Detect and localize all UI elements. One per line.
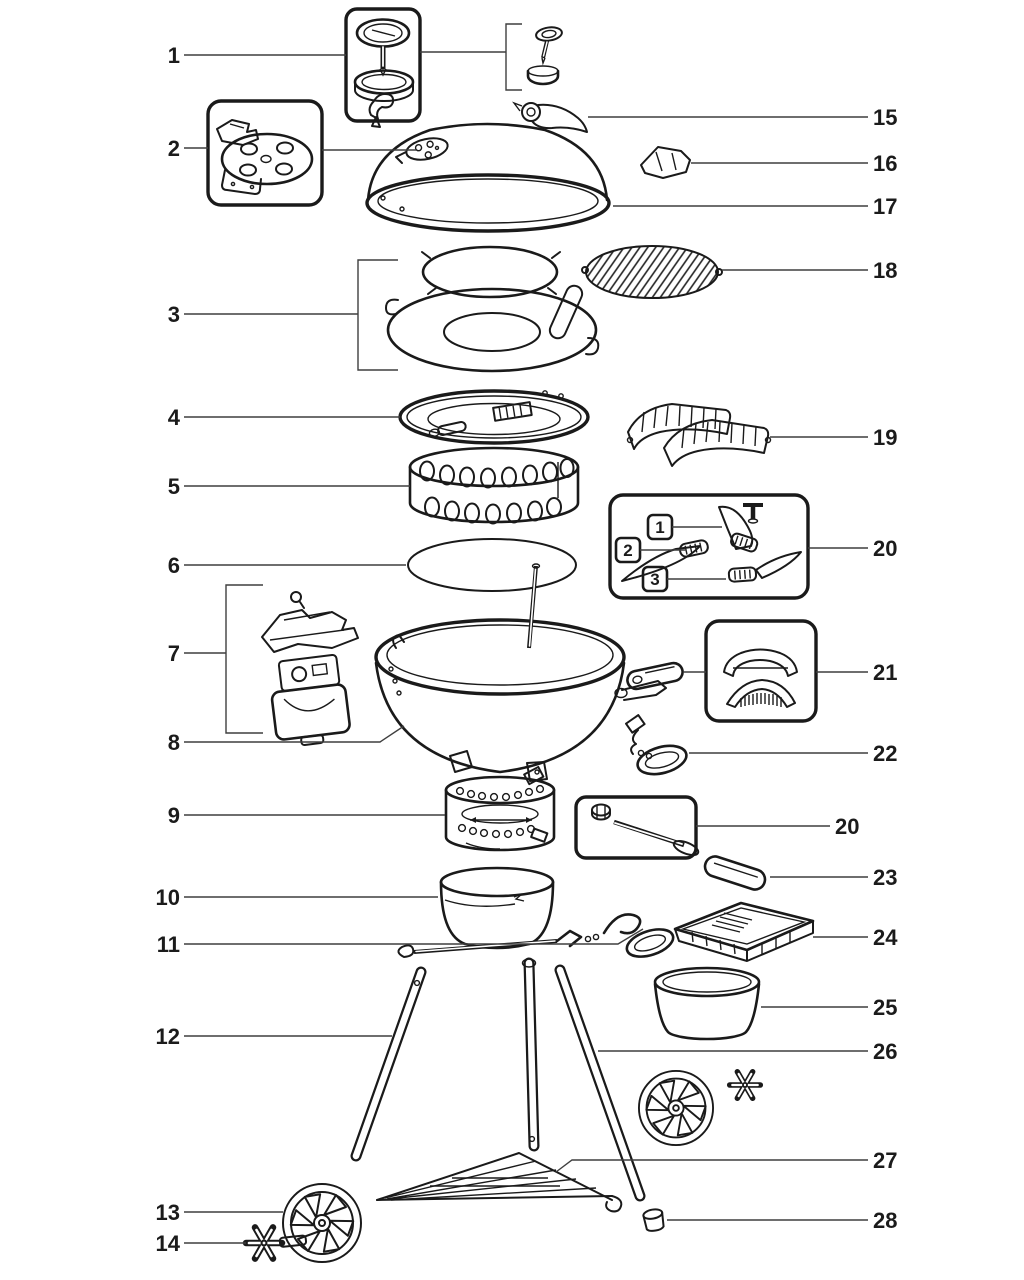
callout-label-6: 6 <box>167 553 180 578</box>
charcoal-ring <box>410 448 578 524</box>
callout-label-21: 21 <box>873 660 898 685</box>
ash-catcher-bowl <box>441 868 553 948</box>
ash-ring-assembly <box>446 767 554 850</box>
callout-label-27: 27 <box>873 1148 898 1173</box>
igniter-assembly <box>262 592 358 748</box>
kit-tag-3: 3 <box>650 570 660 589</box>
callout-label-3: 3 <box>167 302 180 327</box>
callout-label-12: 12 <box>155 1024 180 1049</box>
vented-ring-plate <box>400 391 588 443</box>
leg-cap <box>643 1208 665 1232</box>
tool-grip <box>702 854 767 892</box>
handle-kit <box>626 621 816 721</box>
callout-label-11: 11 <box>156 932 180 957</box>
callout-label-13: 13 <box>155 1200 180 1225</box>
callout-label-9: 9 <box>167 803 180 828</box>
bucket <box>655 968 759 1039</box>
igniter-wire <box>626 715 690 779</box>
callout-label-4: 4 <box>167 405 180 430</box>
ash-pan <box>675 903 813 961</box>
charcoal-grate <box>408 539 576 591</box>
wheel-left <box>283 1184 361 1262</box>
callout-label-2: 2 <box>167 136 180 161</box>
char-baskets <box>628 404 771 466</box>
callout-label-19: 19 <box>873 425 898 450</box>
callout-label-28: 28 <box>873 1208 898 1233</box>
callout-label-17: 17 <box>873 194 898 219</box>
lid <box>367 124 609 231</box>
handle-bracket <box>641 147 690 178</box>
callout-label-5: 5 <box>167 474 180 499</box>
callout-label-8: 8 <box>167 730 180 755</box>
ash-tool-kit-box <box>576 797 700 858</box>
callout-label-20b: 20 <box>835 814 860 839</box>
callout-label-20: 20 <box>873 536 898 561</box>
callout-label-1: 1 <box>167 43 180 68</box>
kit-tag-2: 2 <box>623 541 633 560</box>
callout-label-25: 25 <box>873 995 898 1020</box>
axle-clip-right <box>730 1072 761 1099</box>
damper-hardware-kit-box <box>610 495 808 598</box>
callout-label-18: 18 <box>873 258 898 283</box>
lid-damper-kit-box <box>208 101 322 205</box>
callout-label-22: 22 <box>873 741 898 766</box>
callout-label-7: 7 <box>167 641 180 666</box>
callout-label-23: 23 <box>873 865 898 890</box>
thermometer-grommet-pieces <box>420 24 563 90</box>
cooking-grate-set <box>386 247 598 371</box>
callout-label-14: 14 <box>155 1231 180 1256</box>
bottom-wire-rack <box>377 1153 621 1211</box>
kit-tag-1: 1 <box>655 518 665 537</box>
wheel-right <box>639 1071 713 1145</box>
callout-label-16: 16 <box>873 151 898 176</box>
callout-label-15: 15 <box>873 105 898 130</box>
callout-label-26: 26 <box>873 1039 898 1064</box>
callout-label-10: 10 <box>155 885 180 910</box>
callout-label-24: 24 <box>873 925 898 950</box>
sear-grate <box>582 246 722 298</box>
thermometer-kit-box <box>346 9 420 127</box>
